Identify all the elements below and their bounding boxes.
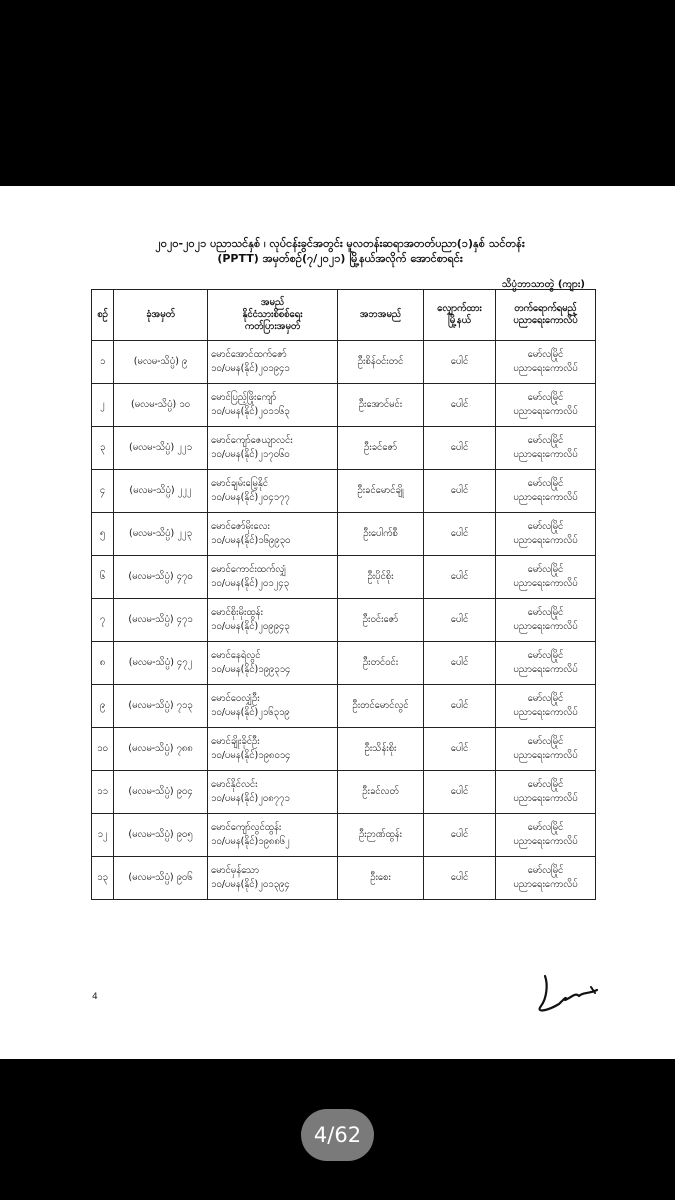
cell-office-line-2: ပညာရေးကောလိပ် xyxy=(513,363,578,374)
document-title xyxy=(120,236,560,266)
signature-icon xyxy=(535,974,601,1014)
cell-office-line-2: ပညာရေးကောလိပ် xyxy=(513,406,578,417)
cell-office-line-2: ပညာရေးကောလိပ် xyxy=(513,578,578,589)
cell-office-line-1: မော်လမြိုင် xyxy=(527,822,564,833)
cell-roll: (မလမ-သိပ္ပံ) ၉၀၅ xyxy=(114,814,208,857)
cell-father: ဦးသိန်းစိုး xyxy=(338,728,424,771)
cell-office xyxy=(496,599,596,642)
cell-name-line: မောင်မှန်သော xyxy=(211,865,259,876)
cell-no: ၁၀ xyxy=(92,728,114,771)
cell-office-line-1: မော်လမြိုင် xyxy=(527,564,564,575)
cell-office-line-1: မော်လမြိုင် xyxy=(527,607,564,618)
cell-name-line: မောင်ပြည့်ဖြိုးကျော် xyxy=(211,392,277,403)
cell-name xyxy=(208,642,338,685)
cell-office xyxy=(496,341,596,384)
cell-office-line-1: မော်လမြိုင် xyxy=(527,392,564,403)
cell-name xyxy=(208,341,338,384)
cell-office-line-2: ပညာရေးကောလိပ် xyxy=(513,836,578,847)
cell-father: ဦးခင်ဇော် xyxy=(338,427,424,470)
cell-nrc-line: ၁၀/ပမန(နိုင်)၁၆၉၉၃၀ xyxy=(211,535,291,546)
cell-name xyxy=(208,427,338,470)
page-counter-badge[interactable]: 4/62 xyxy=(301,1109,374,1161)
cell-nrc-line: ၁၀/ပမန(နိုင်)၂၁၆၃၁၉ xyxy=(211,707,290,718)
cell-name xyxy=(208,771,338,814)
table-row xyxy=(92,513,596,556)
cell-name-line: မောင်အောင်ထက်ဇော် xyxy=(211,349,287,360)
cell-office-line-1: မော်လမြိုင် xyxy=(527,736,564,747)
cell-name xyxy=(208,513,338,556)
cell-no: ၈ xyxy=(92,642,114,685)
cell-roll: (မလမ-သိပ္ပံ) ၇၁၃ xyxy=(114,685,208,728)
cell-township: ပေါင် xyxy=(424,642,496,685)
cell-office xyxy=(496,814,596,857)
cell-nrc-line: ၁၀/ပမန(နိုင်)၂၀၁၁၆၃ xyxy=(211,406,290,417)
cell-name-line: မောင်ကောင်းထက်လျှံ xyxy=(211,564,287,575)
cell-nrc-line: ၁၀/ပမန(နိုင်)၁၉၈၀၁၄ xyxy=(211,750,291,761)
cell-office-line-1: မော်လမြိုင် xyxy=(527,521,564,532)
cell-father: ဦးပေါက်စီ xyxy=(338,513,424,556)
cell-no: ၂ xyxy=(92,384,114,427)
cell-no: ၁ xyxy=(92,341,114,384)
header-name xyxy=(208,290,338,341)
cell-office-line-2: ပညာရေးကောလိပ် xyxy=(513,535,578,546)
cell-name-line: မောင်ကျော်ဇေယျာလင်း xyxy=(211,435,293,446)
cell-name-line: မောင်ဇော်မိုးလေး xyxy=(211,521,270,532)
cell-township: ပေါင် xyxy=(424,470,496,513)
cell-father: ဦးဝင်းဇော် xyxy=(338,599,424,642)
cell-nrc-line: ၁၀/ပမန(နိုင်)၁၉၉၃၁၄ xyxy=(211,664,291,675)
cell-name-line: မောင်ဝေလျှံဦး xyxy=(211,693,260,704)
cell-office-line-1: မော်လမြိုင် xyxy=(527,693,564,704)
cell-no: ၄ xyxy=(92,470,114,513)
cell-no: ၅ xyxy=(92,513,114,556)
cell-father: ဦးပိုင်စိုး xyxy=(338,556,424,599)
cell-no: ၁၁ xyxy=(92,771,114,814)
table-row xyxy=(92,341,596,384)
cell-no: ၁၃ xyxy=(92,857,114,900)
header-father: အဘအမည် xyxy=(338,290,424,341)
cell-office-line-2: ပညာရေးကောလိပ် xyxy=(513,879,578,890)
cell-nrc-line: ၁၀/ပမန(နိုင်)၂၁၇၀၆၀ xyxy=(211,449,290,460)
cell-roll: (မလမ-သိပ္ပံ) ၁၀ xyxy=(114,384,208,427)
cell-roll: (မလမ-သိပ္ပံ) ၂၂၂ xyxy=(114,470,208,513)
cell-office xyxy=(496,685,596,728)
table-row xyxy=(92,556,596,599)
cell-office xyxy=(496,857,596,900)
cell-office-line-1: မော်လမြိုင် xyxy=(527,650,564,661)
cell-office-line-1: မော်လမြိုင် xyxy=(527,865,564,876)
cell-name xyxy=(208,470,338,513)
document-page xyxy=(0,186,675,1059)
cell-township: ပေါင် xyxy=(424,857,496,900)
cell-father: ဦးတင်ဝင်း xyxy=(338,642,424,685)
cell-office-line-2: ပညာရေးကောလိပ် xyxy=(513,707,578,718)
cell-office-line-1: မော်လမြိုင် xyxy=(527,349,564,360)
cell-no: ၁၂ xyxy=(92,814,114,857)
cell-office xyxy=(496,642,596,685)
cell-office xyxy=(496,771,596,814)
cell-name xyxy=(208,728,338,771)
header-office-line-2: ပညာရေးကောလိပ် xyxy=(513,315,578,326)
cell-father: ဦးအောင်မင်း xyxy=(338,384,424,427)
table-row xyxy=(92,814,596,857)
cell-township: ပေါင် xyxy=(424,728,496,771)
cell-no: ၃ xyxy=(92,427,114,470)
cell-no: ၉ xyxy=(92,685,114,728)
header-township xyxy=(424,290,496,341)
cell-nrc-line: ၁၀/ပမန(နိုင်)၂၀၉၉၄၃ xyxy=(211,621,290,632)
table-row xyxy=(92,427,596,470)
cell-nrc-line: ၁၀/ပမန(နိုင်)၂၀၈၇၇၁ xyxy=(211,793,290,804)
cell-township: ပေါင် xyxy=(424,427,496,470)
cell-roll: (မလမ-သိပ္ပံ) ၄၇၂ xyxy=(114,642,208,685)
cell-office xyxy=(496,556,596,599)
table-header-row xyxy=(92,290,596,341)
cell-office-line-1: မော်လမြိုင် xyxy=(527,435,564,446)
cell-father: ဦးစေး xyxy=(338,857,424,900)
table-row xyxy=(92,384,596,427)
cell-nrc-line: ၁၀/ပမန(နိုင်)၂၀၄၁၇၇ xyxy=(211,492,290,503)
cell-office-line-2: ပညာရေးကောလိပ် xyxy=(513,492,578,503)
cell-nrc-line: ၁၀/ပမန(နိုင်)၂၀၁၂၄၃ xyxy=(211,578,289,589)
cell-roll: (မလမ-သိပ္ပံ) ၂၂၃ xyxy=(114,513,208,556)
cell-township: ပေါင် xyxy=(424,771,496,814)
header-township-line-1: လျှောက်ထား xyxy=(437,303,482,314)
cell-township: ပေါင် xyxy=(424,814,496,857)
header-office xyxy=(496,290,596,341)
cell-name xyxy=(208,685,338,728)
cell-name-line: မောင်ကျော်လွင်ထွန်း xyxy=(211,822,282,833)
cell-township: ပေါင် xyxy=(424,556,496,599)
cell-father: ဦးတင်မောင်လွင် xyxy=(338,685,424,728)
title-line-2: (PPTT) အမှတ်စဉ်(၇/၂၀၂၁) မြို့နယ်အလိုက် အောင်စာရင်း xyxy=(217,252,463,265)
cell-roll: (မလမ-သိပ္ပံ) ၄၇၀ xyxy=(114,556,208,599)
header-office-line-1: တက်ရောက်ရမည့် xyxy=(514,303,577,314)
cell-name xyxy=(208,599,338,642)
cell-office xyxy=(496,513,596,556)
header-township-line-2: မြို့နယ် xyxy=(448,315,471,326)
cell-township: ပေါင် xyxy=(424,513,496,556)
table-row xyxy=(92,728,596,771)
cell-office-line-2: ပညာရေးကောလိပ် xyxy=(513,793,578,804)
cell-office xyxy=(496,470,596,513)
cell-name xyxy=(208,814,338,857)
table-row xyxy=(92,470,596,513)
cell-nrc-line: ၁၀/ပမန(နိုင်)၁၉၈၈၆၂ xyxy=(211,836,290,847)
table-row xyxy=(92,685,596,728)
header-name-line-3: ကတ်ပြားအမှတ် xyxy=(244,321,301,332)
cell-name xyxy=(208,556,338,599)
cell-township: ပေါင် xyxy=(424,685,496,728)
cell-office-line-2: ပညာရေးကောလိပ် xyxy=(513,621,578,632)
page-number: 4 xyxy=(92,992,98,1002)
cell-roll: (မလမ-သိပ္ပံ) ၉၀၄ xyxy=(114,771,208,814)
cell-nrc-line: ၁၀/ပမန(နိုင်)၂၀၁၉၄၁ xyxy=(211,363,290,374)
cell-name-line: မောင်နိုင်လင်း xyxy=(211,779,258,790)
cell-name xyxy=(208,384,338,427)
header-roll: ခုံအမှတ် xyxy=(114,290,208,341)
cell-father: ဦးစိန်ဝင်းတင် xyxy=(338,341,424,384)
cell-office-line-2: ပညာရေးကောလိပ် xyxy=(513,664,578,675)
cell-father: ဦးခင်မောင်ချို xyxy=(338,470,424,513)
cell-office-line-1: မော်လမြိုင် xyxy=(527,478,564,489)
cell-roll: (မလမ-သိပ္ပံ) ၉၀၆ xyxy=(114,857,208,900)
results-table xyxy=(91,289,596,900)
table-row xyxy=(92,857,596,900)
document-subtitle: သိပ္ပံဘာသာတွဲ (ကျား) xyxy=(501,279,585,290)
table-row xyxy=(92,642,596,685)
cell-father: ဦးဉာဏ်ထွန်း xyxy=(338,814,424,857)
cell-name-line: မောင်ချိုးခိုင်ဦး xyxy=(211,736,260,747)
cell-roll: (မလမ-သိပ္ပံ) ၉ xyxy=(114,341,208,384)
cell-nrc-line: ၁၀/ပမန(နိုင်)၂၀၁၃၉၄ xyxy=(211,879,290,890)
header-name-line-2: နိုင်ငံသားစိစစ်ရေး xyxy=(242,309,303,320)
title-line-1: ၂၀၂၀-၂၀၂၁ ပညာသင်နှစ် ၊ လုပ်ငန်းခွင်အတွင်း မူလတန်းဆရာအတတ်ပညာ(၁)နှစ် သင်တန်း xyxy=(155,237,525,250)
header-no: စဉ် xyxy=(92,290,114,341)
cell-office xyxy=(496,384,596,427)
cell-roll: (မလမ-သိပ္ပံ) ၂၂၁ xyxy=(114,427,208,470)
cell-roll: (မလမ-သိပ္ပံ) ၇၈၈ xyxy=(114,728,208,771)
table-row xyxy=(92,771,596,814)
cell-office xyxy=(496,427,596,470)
cell-no: ၆ xyxy=(92,556,114,599)
header-name-line-1: အမည် xyxy=(260,297,285,308)
cell-office-line-2: ပညာရေးကောလိပ် xyxy=(513,750,578,761)
cell-name-line: မောင်စိုးမိုးထွန်း xyxy=(211,607,263,618)
cell-roll: (မလမ-သိပ္ပံ) ၄၇၁ xyxy=(114,599,208,642)
cell-name-line: မောင်နေရဲလွင် xyxy=(211,650,261,661)
table-row xyxy=(92,599,596,642)
cell-office xyxy=(496,728,596,771)
cell-township: ပေါင် xyxy=(424,341,496,384)
cell-name xyxy=(208,857,338,900)
cell-office-line-2: ပညာရေးကောလိပ် xyxy=(513,449,578,460)
cell-name-line: မောင်ချမ်းမြေ့နိုင် xyxy=(211,478,268,489)
cell-no: ၇ xyxy=(92,599,114,642)
cell-office-line-1: မော်လမြိုင် xyxy=(527,779,564,790)
cell-township: ပေါင် xyxy=(424,599,496,642)
cell-township: ပေါင် xyxy=(424,384,496,427)
cell-father: ဦးခင်လတ် xyxy=(338,771,424,814)
